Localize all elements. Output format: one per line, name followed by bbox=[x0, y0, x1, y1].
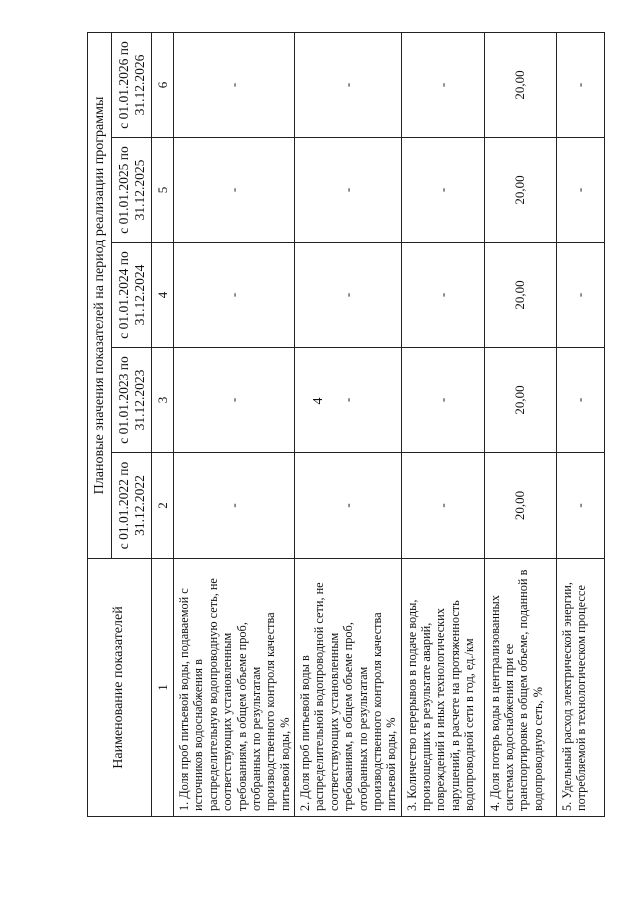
indicator-value: - bbox=[556, 32, 604, 137]
column-number: 4 bbox=[152, 243, 174, 348]
indicator-value: - bbox=[174, 138, 295, 243]
indicator-value: - bbox=[295, 138, 402, 243]
indicator-value: - bbox=[556, 138, 604, 243]
indicator-value: - bbox=[174, 453, 295, 559]
indicator-value: - bbox=[401, 453, 484, 559]
indicator-value: - bbox=[556, 243, 604, 348]
indicator-value: - bbox=[401, 32, 484, 137]
column-number: 3 bbox=[152, 348, 174, 453]
indicator-value: - bbox=[556, 453, 604, 559]
indicator-value: - bbox=[174, 348, 295, 453]
page-number: 4 bbox=[311, 397, 326, 405]
header-period-2026: с 01.01.2026 по 31.12.2026 bbox=[112, 32, 152, 137]
column-number: 2 bbox=[152, 453, 174, 559]
table-row bbox=[295, 32, 402, 816]
table-row bbox=[556, 32, 604, 816]
header-period-2022: с 01.01.2022 по 31.12.2022 bbox=[112, 453, 152, 559]
indicator-label: 2. Доля проб питьевой воды в распределительной водопроводной сети, не соответствующих установленным требованиям, в общем объеме проб, отобранных по результатам производственного контроля качества питьевой воды, % bbox=[295, 559, 402, 817]
indicator-value: 20,00 bbox=[484, 453, 556, 559]
indicator-label: 5. Удельный расход электрической энергии, потребляемой в технологическом процессе bbox=[556, 559, 604, 817]
header-period-2025: с 01.01.2025 по 31.12.2025 bbox=[112, 138, 152, 243]
table-row bbox=[401, 32, 484, 816]
indicator-value: - bbox=[174, 32, 295, 137]
indicator-value: 20,00 bbox=[484, 243, 556, 348]
indicator-value: - bbox=[295, 453, 402, 559]
indicator-value: - bbox=[295, 32, 402, 137]
indicator-value: - bbox=[401, 243, 484, 348]
indicator-label: 4. Доля потерь воды в централизованных системах водоснабжения при ее транспортировке в общем объеме, поданной в водопроводную сеть, % bbox=[484, 559, 556, 817]
column-number: 1 bbox=[152, 559, 174, 817]
indicators-table-container bbox=[87, 33, 593, 817]
column-number-row bbox=[152, 32, 174, 816]
column-number: 6 bbox=[152, 32, 174, 137]
indicator-value: 20,00 bbox=[484, 348, 556, 453]
header-name-column: Наименование показателей bbox=[88, 559, 152, 817]
indicator-value: - bbox=[401, 138, 484, 243]
indicator-value: 20,00 bbox=[484, 32, 556, 137]
indicator-label: 1. Доля проб питьевой воды, подаваемой с источников водоснабжения в распределительную водопроводную сеть, не соответствующих установленным требованиям, в общем объеме проб, отобранных по результатам производственного контроля качества питьевой воды, % bbox=[174, 559, 295, 817]
table-row bbox=[174, 32, 295, 816]
indicator-value: - bbox=[556, 348, 604, 453]
indicator-value: - bbox=[174, 243, 295, 348]
header-period-2023: с 01.01.2023 по 31.12.2023 bbox=[112, 348, 152, 453]
header-planned-values: Плановые значения показателей на период реализации программы bbox=[88, 32, 112, 558]
indicator-value: 20,00 bbox=[484, 138, 556, 243]
indicator-value: - bbox=[401, 348, 484, 453]
indicators-table bbox=[87, 32, 605, 817]
indicator-value: - bbox=[295, 243, 402, 348]
table-row bbox=[484, 32, 556, 816]
header-period-2024: с 01.01.2024 по 31.12.2024 bbox=[112, 243, 152, 348]
indicator-value: - bbox=[295, 348, 402, 453]
indicator-label: 3. Количество перерывов в подаче воды, произошедших в результате аварий, повреждений и иных технологических нарушений, в расчете на протяженность водопроводной сети в год, ед./км bbox=[401, 559, 484, 817]
column-number: 5 bbox=[152, 138, 174, 243]
